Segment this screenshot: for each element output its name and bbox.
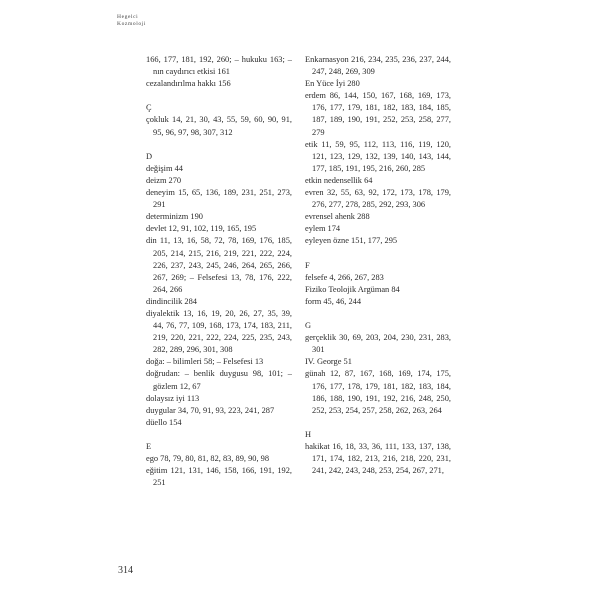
index-letter-heading: Ç (146, 103, 152, 113)
index-column-left (146, 54, 292, 489)
index-entry: eylem 174 (305, 224, 341, 234)
index-entry: form 45, 46, 244 (305, 296, 362, 306)
index-entry: cezalandırılma hakkı 156 (146, 79, 231, 89)
index-entry: determinizm 190 (146, 212, 203, 222)
index-entry: erdem 86, 144, 150, 167, 168, 169, 173, 176, 177, 179, 181, 182, 183, 184, 185, 187, 189, 190, 191, 252, 253, 258, 277, 279 (305, 91, 451, 137)
index-entry: din 11, 13, 16, 58, 72, 78, 169, 176, 185, 205, 214, 215, 216, 219, 221, 222, 224, 226, 237, 243, 245, 246, 264, 265, 266, 267, 269; – Felsefesi 13, 78, 176, 222, 264, 266 (146, 236, 292, 294)
index-entry: 166, 177, 181, 192, 260; – hukuku 163; –nın caydırıcı etkisi 161 (146, 55, 292, 77)
index-entry: değişim 44 (146, 163, 183, 173)
index-entry: deizm 270 (146, 175, 182, 185)
running-header-line-2: Kozmoloji (117, 21, 146, 27)
index-entry: felsefe 4, 266, 267, 283 (305, 272, 384, 282)
index-letter-heading: H (305, 429, 312, 439)
index-entry: düello 154 (146, 417, 182, 427)
index-entry: eğitim 121, 131, 146, 158, 166, 191, 192, 251 (146, 466, 292, 488)
index-entry: etik 11, 59, 95, 112, 113, 116, 119, 120, 121, 123, 129, 132, 139, 140, 143, 144, 177, 185, 191, 195, 216, 260, 285 (305, 139, 451, 173)
index-letter-heading: F (305, 260, 310, 270)
index-entry: En Yüce İyi 280 (305, 79, 360, 89)
index-entry: doğrudan: – benlik duygusu 98, 101; – gözlem 12, 67 (146, 369, 292, 391)
index-column-right (305, 54, 451, 477)
index-entry: dolaysız iyi 113 (146, 393, 200, 403)
running-header-line-1: Hegelci (117, 14, 139, 20)
index-entry: eyleyen özne 151, 177, 295 (305, 236, 398, 246)
index-entry: ego 78, 79, 80, 81, 82, 83, 89, 90, 98 (146, 454, 270, 464)
index-entry: diyalektik 13, 16, 19, 20, 26, 27, 35, 39, 44, 76, 77, 109, 168, 173, 174, 183, 211, 219, 220, 221, 222, 224, 225, 235, 243, 282, 289, 296, 301, 308 (146, 308, 292, 355)
index-letter-heading: E (146, 442, 152, 451)
page-number: 314 (118, 565, 133, 576)
index-entry: devlet 12, 91, 102, 119, 165, 195 (146, 224, 257, 234)
index-entry: dindincilik 284 (146, 296, 197, 306)
index-letter-heading: D (146, 151, 153, 161)
index-entry: Enkarnasyon 216, 234, 235, 236, 237, 244, 247, 248, 269, 309 (305, 55, 451, 77)
index-entry: Fiziko Teolojik Argüman 84 (305, 284, 400, 294)
index-entry: evren 32, 55, 63, 92, 172, 173, 178, 179, 276, 277, 278, 285, 292, 293, 306 (305, 188, 451, 210)
index-entry: çokluk 14, 21, 30, 43, 55, 59, 60, 90, 91, 95, 96, 97, 98, 307, 312 (146, 115, 292, 137)
index-entry: doğa: – bilimleri 58; – Felsefesi 13 (146, 357, 264, 367)
index-entry: hakikat 16, 18, 33, 36, 111, 133, 137, 138, 171, 174, 182, 213, 216, 218, 220, 231, 241, 242, 243, 248, 253, 254, 267, 271, (305, 442, 451, 476)
index-entry: deneyim 15, 65, 136, 189, 231, 251, 273, 291 (146, 188, 292, 210)
index-entry: etkin nedensellik 64 (305, 175, 373, 185)
index-entry: günah 12, 87, 167, 168, 169, 174, 175, 176, 177, 178, 179, 181, 182, 183, 184, 186, 188, 190, 191, 192, 216, 248, 250, 252, 253, 254, 257, 258, 262, 263, 264 (305, 369, 451, 415)
index-letter-heading: G (305, 321, 312, 331)
index-entry: evrensel ahenk 288 (305, 212, 370, 222)
index-entry: duygular 34, 70, 91, 93, 223, 241, 287 (146, 405, 275, 415)
index-entry: gerçeklik 30, 69, 203, 204, 230, 231, 283, 301 (305, 333, 451, 355)
index-entry: IV. George 51 (305, 357, 352, 367)
running-header (117, 14, 146, 28)
